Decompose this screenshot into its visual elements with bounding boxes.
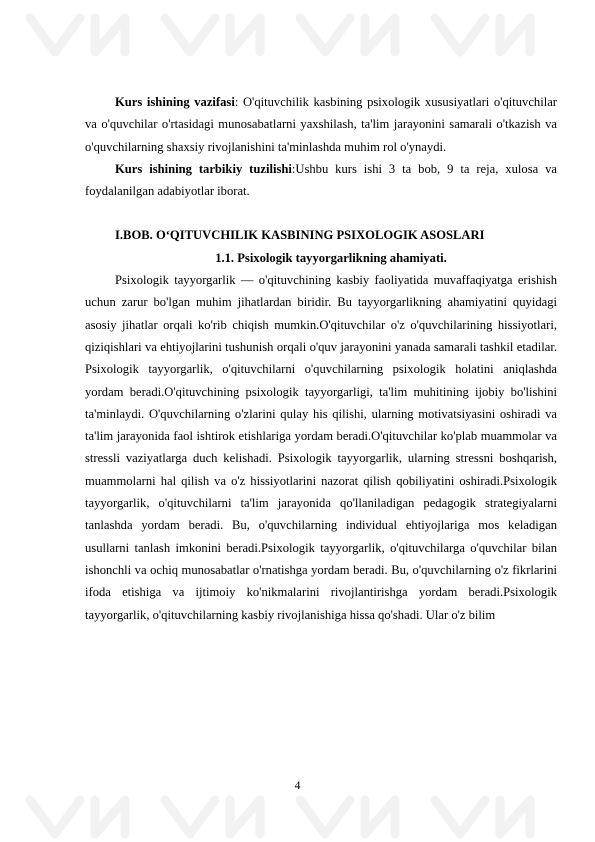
structure-text: :Ushbu kurs ishi 3 ta bob, 9 ta reja, xulosa va foydalanilgan adabiyotlar iborat.: [85, 161, 557, 199]
chapter-title: I.BOB. O‘QITUVCHILIK KASBINING PSIXOLOGIK ASOSLARI: [115, 228, 485, 243]
goals-paragraph: [85, 91, 557, 158]
page-number: 4: [294, 778, 301, 792]
goals-label: Kurs ishining vazifasi: [115, 95, 235, 109]
structure-paragraph: [85, 158, 557, 203]
goals-text: : O'qituvchilik kasbining psixologik xususiyatlari o'qituvchilar va o'quvchilar o'rtasidagi munosabatlarni yaxshilash, ta'lim jarayonini samarali o'tkazish va o'quvchilarning shaxsiy rivojlanishini ta'minlashda muhim rol o'ynaydi.: [85, 95, 558, 154]
section-body-paragraph: Psixologik tayyorgarlik — o'qituvchining kasbiy faoliyatida muvaffaqiyatga erishish uchun zarur bo'lgan muhim jihatlardan biridir. Bu tayyorgarlikning ahamiyatini quyidagi asosiy jihatlar orqali ko'rib chiqish mumkin.O'qituvchilar o'z o'quvchilarining hissiyotlari, qiziqishlari va ehtiyojlarini tushunish orqali o'quv jarayonini yanada samarali tashkil etadilar. Psixologik tayyorgarlik, o'qituvchilarni o'quvchilarning psixologik holatini aniqlashda yordam beradi.O'qituvchining psixologik tayyorgarligi, ta'lim muhitining ijobiy bo'lishini ta'minlaydi. O'quvchilarning o'zlarini qulay his qilishi, ularning motivatsiyasini oshiradi va ta'lim jarayonida faol ishtirok etishlariga yordam beradi.O'qituvchilar ko'plab muammolar va stressli vaziyatlarga duch kelishadi. Psixologik tayyorgarlik, ularning stressni boshqarish, muammolarni hal qilish va o'z hissiyotlarini nazorat qilish qobiliyatini oshiradi.Psixologik tayyorgarlik, o'qituvchilarni ta'lim jarayonida qo'llaniladigan pedagogik strategiyalarni tanlashda yordam beradi. Bu, o'quvchilarning individual ehtiyojlariga mos keladigan usullarni tanlash imkonini beradi.Psixologik tayyorgarlik, o'qituvchilarga o'quvchilar bilan ishonchli va ochiq munosabatlar o'rnatishga yordam beradi. Bu, o'quvchilarning o'z fikrlarini ifoda etishiga va ijtimoiy ko'nikmalarini rivojlantirishga yordam beradi.Psixologik tayyorgarlik, o'qituvchilarning kasbiy rivojlanishiga hissa qo'shadi. Ular o'z bilim: [85, 273, 557, 622]
blank-line: [85, 202, 557, 224]
section-title: 1.1. Psixologik tayyorgarlikning ahamiyati.: [215, 250, 447, 265]
structure-label: Kurs ishining tarbikiy tuzilishi: [115, 161, 292, 176]
page-content: [85, 91, 557, 626]
